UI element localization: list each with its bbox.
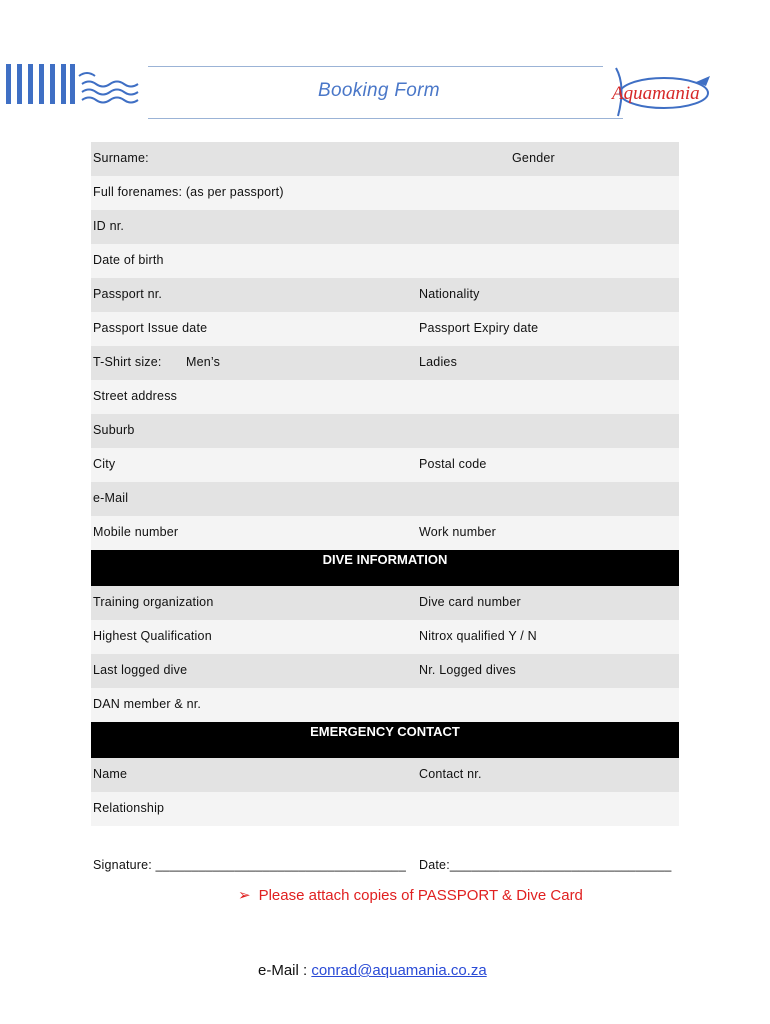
id-row[interactable] — [91, 210, 679, 244]
passport-dates-row[interactable] — [91, 312, 679, 346]
last-dive-row[interactable] — [91, 654, 679, 688]
street-row[interactable] — [91, 380, 679, 414]
dob-label: Date of birth — [93, 253, 164, 267]
surname-label: Surname: — [93, 151, 149, 165]
training-row[interactable] — [91, 586, 679, 620]
signature-line[interactable]: Signature: ___________________________________ — [93, 858, 406, 872]
emergency-name-row[interactable] — [91, 758, 679, 792]
header-rule-bottom — [148, 118, 623, 119]
nationality-label: Nationality — [419, 287, 480, 301]
logged-dives-label: Nr. Logged dives — [419, 663, 517, 677]
attach-note — [238, 886, 583, 904]
left-wave-logo — [4, 62, 152, 112]
phone-row[interactable] — [91, 516, 679, 550]
emergency-contact-label: Contact nr. — [419, 767, 482, 781]
dan-row[interactable] — [91, 688, 679, 722]
email-row[interactable] — [91, 482, 679, 516]
email-label: e-Mail — [93, 491, 129, 505]
passport-row[interactable] — [91, 278, 679, 312]
last-dive-label: Last logged dive — [93, 663, 188, 677]
contact-email — [258, 962, 487, 979]
arrow-bullet-icon: ➢ — [238, 887, 251, 904]
passport-expiry-label: Passport Expiry date — [419, 321, 539, 335]
qualification-row[interactable] — [91, 620, 679, 654]
email-link[interactable]: conrad@aquamania.co.za — [311, 962, 487, 979]
relationship-row[interactable] — [91, 792, 679, 826]
tshirt-row[interactable] — [91, 346, 679, 380]
page-title: Booking Form — [318, 80, 440, 101]
mens-label: Men’s — [186, 355, 221, 369]
passport-nr-label: Passport nr. — [93, 287, 163, 301]
dive-card-label: Dive card number — [419, 595, 521, 609]
suburb-row[interactable] — [91, 414, 679, 448]
header-rule-top — [148, 66, 603, 67]
date-line[interactable]: Date:_______________________________ — [419, 858, 672, 872]
nitrox-label: Nitrox qualified Y / N — [419, 629, 537, 643]
suburb-label: Suburb — [93, 423, 135, 437]
surname-row[interactable] — [91, 142, 679, 176]
svg-text:Aquamania: Aquamania — [612, 83, 700, 104]
booking-form — [91, 142, 679, 826]
forenames-label: Full forenames: (as per passport) — [93, 185, 284, 199]
ladies-label: Ladies — [419, 355, 458, 369]
id-label: ID nr. — [93, 219, 125, 233]
city-row[interactable] — [91, 448, 679, 482]
qualification-label: Highest Qualification — [93, 629, 212, 643]
dob-row[interactable] — [91, 244, 679, 278]
dive-info-heading: DIVE INFORMATION — [91, 550, 679, 586]
training-label: Training organization — [93, 595, 214, 609]
postal-label: Postal code — [419, 457, 487, 471]
gender-label: Gender — [512, 151, 555, 165]
aquamania-logo — [606, 62, 718, 122]
attach-note-text: Please attach copies of PASSPORT & Dive Card — [258, 887, 583, 904]
relationship-label: Relationship — [93, 801, 165, 815]
emergency-name-label: Name — [93, 767, 128, 781]
street-label: Street address — [93, 389, 178, 403]
dan-label: DAN member & nr. — [93, 697, 202, 711]
forenames-row[interactable] — [91, 176, 679, 210]
city-label: City — [93, 457, 116, 471]
passport-issue-label: Passport Issue date — [93, 321, 208, 335]
emergency-contact-heading: EMERGENCY CONTACT — [91, 722, 679, 758]
tshirt-label: T-Shirt size: — [93, 355, 162, 369]
mobile-label: Mobile number — [93, 525, 179, 539]
email-prefix: e-Mail : — [258, 962, 312, 979]
work-label: Work number — [419, 525, 496, 539]
